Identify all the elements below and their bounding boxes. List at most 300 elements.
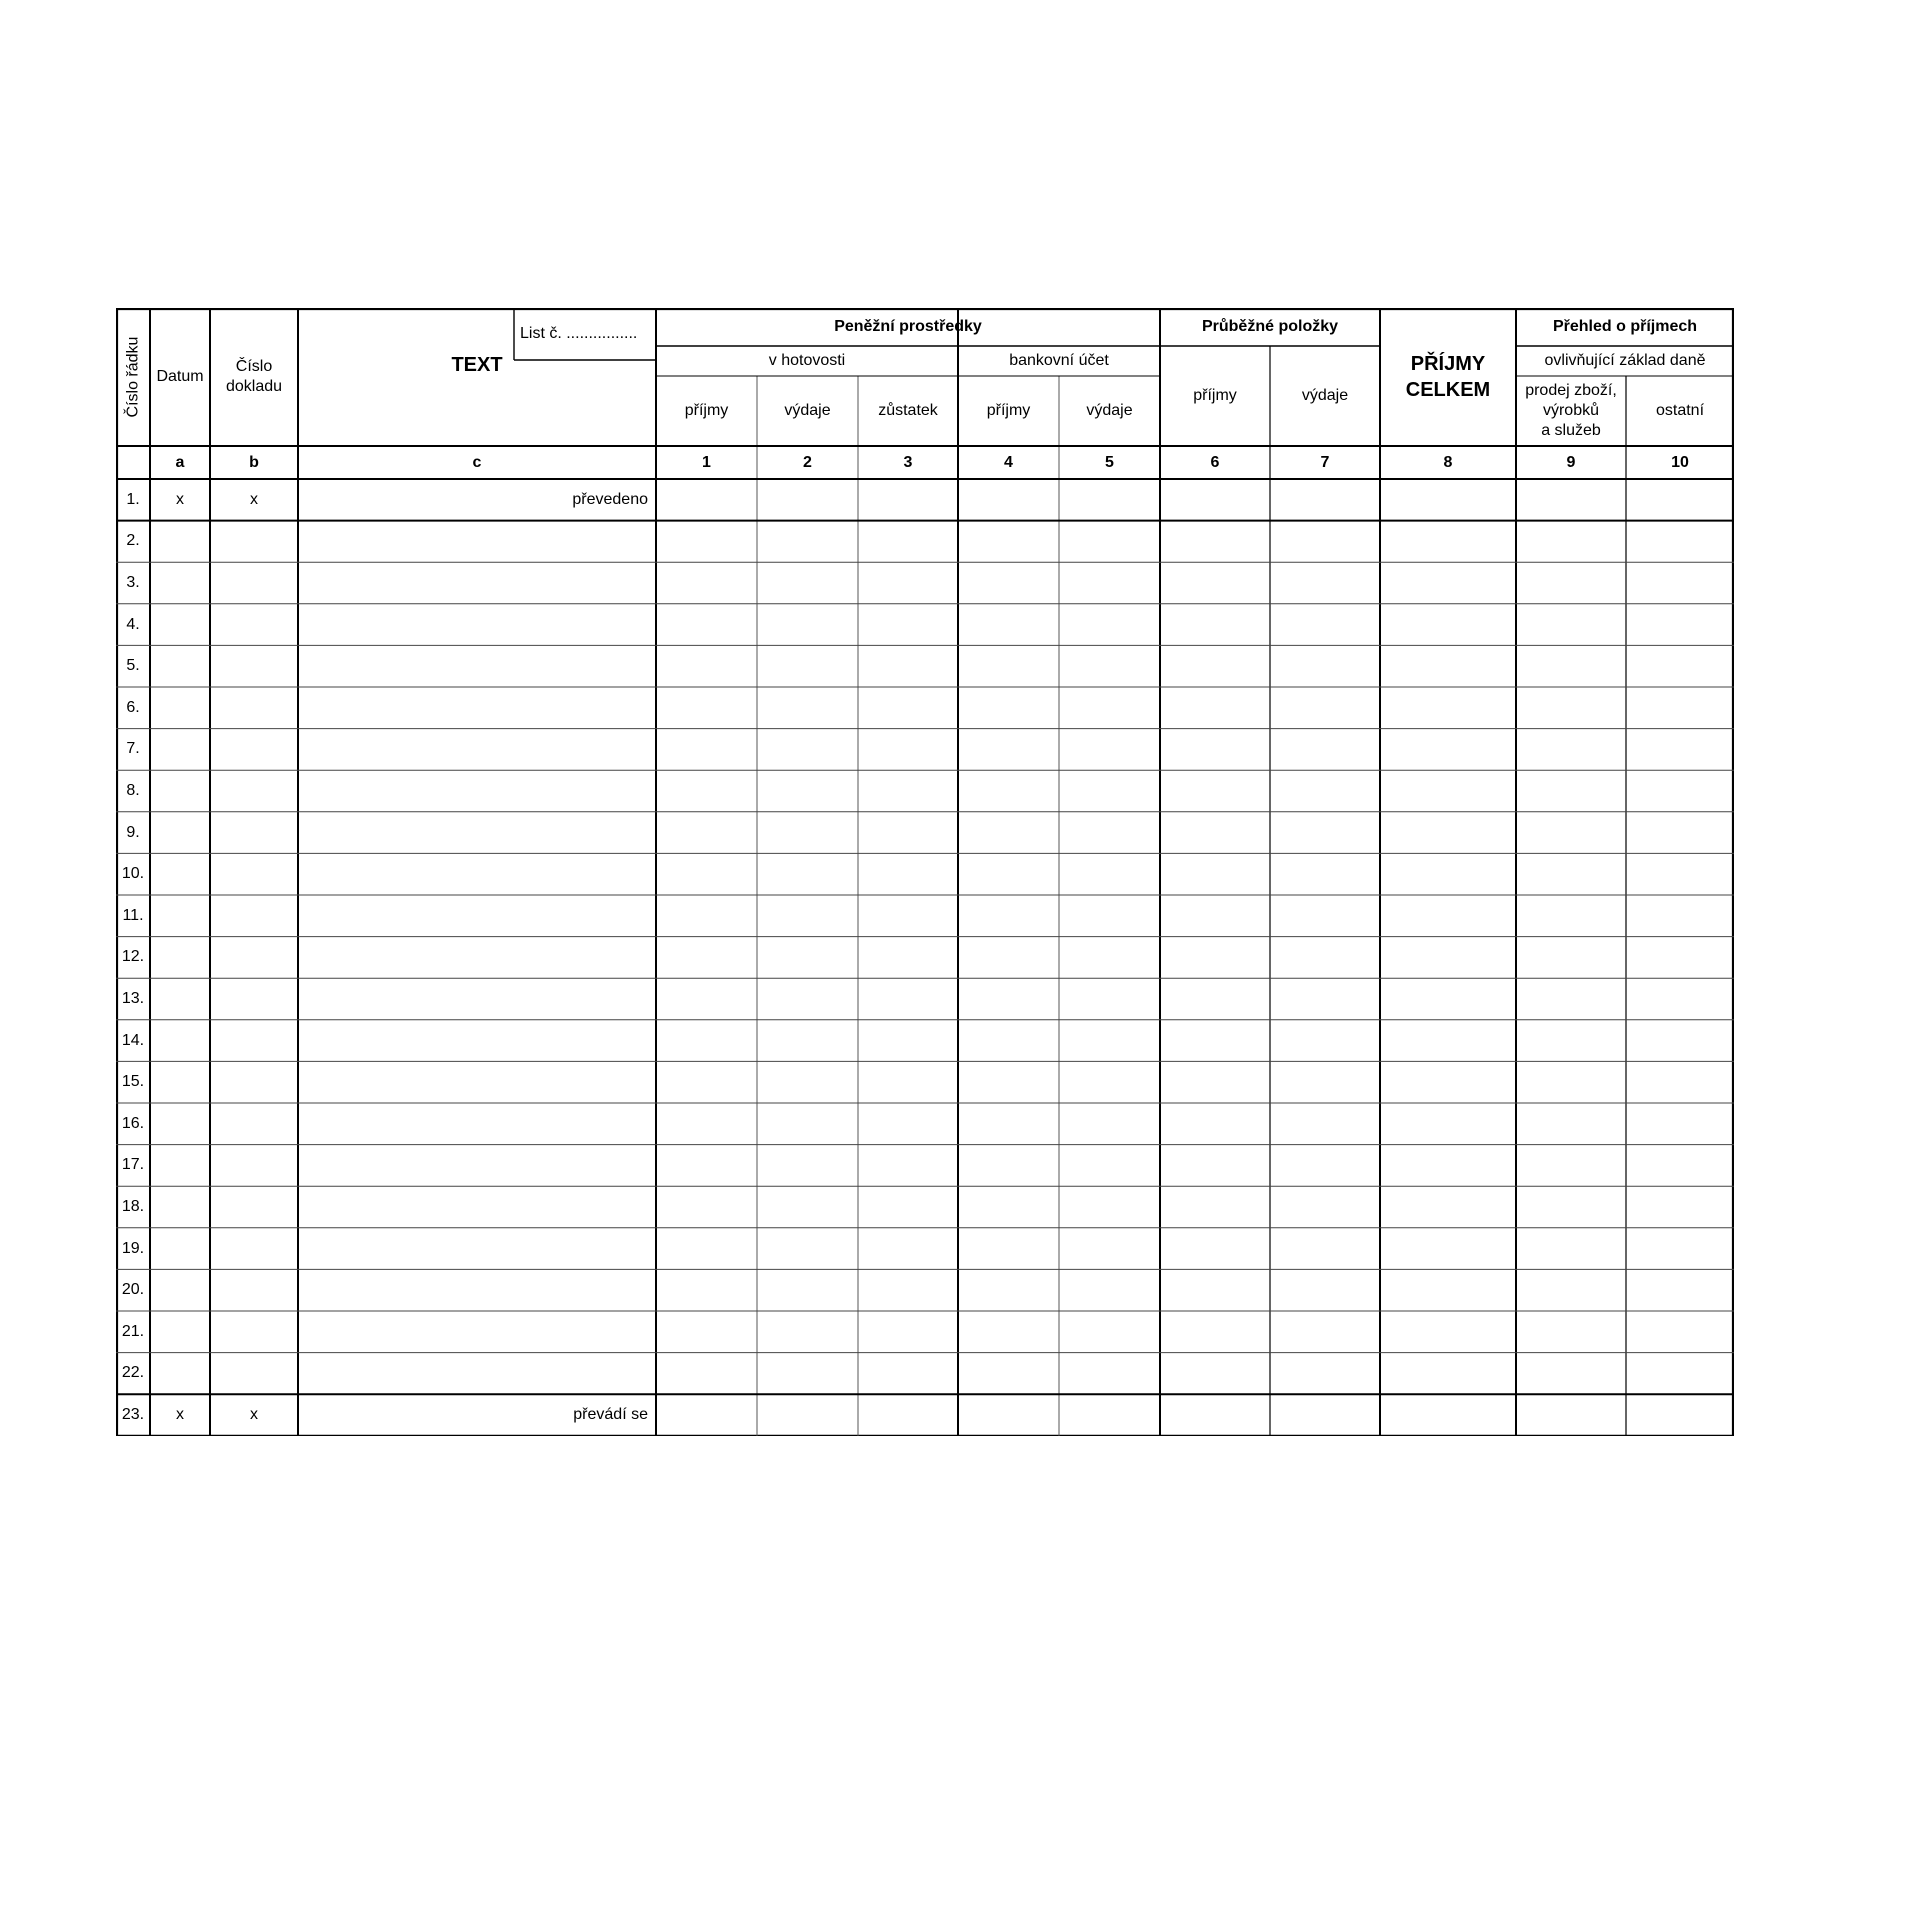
amount-cell[interactable] <box>757 1145 858 1187</box>
amount-cell[interactable] <box>1059 1186 1160 1228</box>
amount-cell[interactable] <box>1626 1020 1734 1062</box>
amount-cell[interactable] <box>858 1061 958 1103</box>
amount-cell[interactable] <box>656 1311 757 1353</box>
amount-cell[interactable] <box>1270 1145 1380 1187</box>
amount-cell[interactable] <box>1160 1269 1270 1311</box>
amount-cell[interactable] <box>1626 687 1734 729</box>
amount-cell[interactable] <box>958 895 1059 937</box>
amount-cell[interactable] <box>1626 937 1734 979</box>
amount-cell[interactable] <box>958 1145 1059 1187</box>
document-number-cell[interactable] <box>210 1186 298 1228</box>
amount-cell[interactable] <box>757 853 858 895</box>
amount-cell[interactable] <box>1380 645 1516 687</box>
date-cell[interactable] <box>150 1228 210 1270</box>
document-number-cell[interactable] <box>210 521 298 563</box>
text-cell[interactable] <box>298 687 656 729</box>
amount-cell[interactable] <box>1516 812 1626 854</box>
amount-cell[interactable] <box>1380 479 1516 521</box>
amount-cell[interactable] <box>1380 937 1516 979</box>
amount-cell[interactable] <box>1270 1103 1380 1145</box>
text-cell[interactable] <box>298 937 656 979</box>
amount-cell[interactable] <box>858 1145 958 1187</box>
amount-cell[interactable] <box>1516 1103 1626 1145</box>
amount-cell[interactable] <box>1380 1145 1516 1187</box>
amount-cell[interactable] <box>1516 479 1626 521</box>
text-cell[interactable] <box>298 853 656 895</box>
amount-cell[interactable] <box>1270 978 1380 1020</box>
date-cell[interactable] <box>150 1311 210 1353</box>
date-cell[interactable] <box>150 1353 210 1395</box>
amount-cell[interactable] <box>1059 853 1160 895</box>
document-number-cell[interactable] <box>210 1311 298 1353</box>
text-cell[interactable] <box>298 1145 656 1187</box>
amount-cell[interactable] <box>1380 1228 1516 1270</box>
amount-cell[interactable] <box>858 521 958 563</box>
amount-cell[interactable] <box>1380 729 1516 771</box>
amount-cell[interactable] <box>757 604 858 646</box>
amount-cell[interactable] <box>1516 645 1626 687</box>
amount-cell[interactable] <box>1516 1061 1626 1103</box>
text-cell[interactable] <box>298 604 656 646</box>
amount-cell[interactable] <box>958 1394 1059 1436</box>
amount-cell[interactable] <box>1626 853 1734 895</box>
amount-cell[interactable] <box>1626 1311 1734 1353</box>
amount-cell[interactable] <box>1380 1186 1516 1228</box>
amount-cell[interactable] <box>1626 1228 1734 1270</box>
date-cell[interactable] <box>150 562 210 604</box>
amount-cell[interactable] <box>858 1269 958 1311</box>
amount-cell[interactable] <box>1160 729 1270 771</box>
amount-cell[interactable] <box>757 1269 858 1311</box>
document-number-cell[interactable] <box>210 1020 298 1062</box>
amount-cell[interactable] <box>1380 1103 1516 1145</box>
amount-cell[interactable] <box>1626 1353 1734 1395</box>
amount-cell[interactable] <box>958 1186 1059 1228</box>
amount-cell[interactable] <box>1270 1269 1380 1311</box>
amount-cell[interactable] <box>656 1228 757 1270</box>
text-cell[interactable] <box>298 1353 656 1395</box>
amount-cell[interactable] <box>1516 729 1626 771</box>
document-number-cell[interactable] <box>210 1353 298 1395</box>
amount-cell[interactable] <box>1516 853 1626 895</box>
amount-cell[interactable] <box>656 1061 757 1103</box>
text-cell[interactable] <box>298 1311 656 1353</box>
date-cell[interactable] <box>150 645 210 687</box>
amount-cell[interactable] <box>1270 895 1380 937</box>
amount-cell[interactable] <box>858 687 958 729</box>
amount-cell[interactable] <box>1380 1394 1516 1436</box>
text-cell[interactable] <box>298 1269 656 1311</box>
date-cell[interactable] <box>150 687 210 729</box>
amount-cell[interactable] <box>958 812 1059 854</box>
amount-cell[interactable] <box>958 937 1059 979</box>
amount-cell[interactable] <box>757 687 858 729</box>
amount-cell[interactable] <box>656 1394 757 1436</box>
amount-cell[interactable] <box>858 937 958 979</box>
date-cell[interactable]: x <box>176 1405 184 1423</box>
amount-cell[interactable] <box>1626 1186 1734 1228</box>
amount-cell[interactable] <box>958 1103 1059 1145</box>
amount-cell[interactable] <box>1059 479 1160 521</box>
amount-cell[interactable] <box>1160 1394 1270 1436</box>
amount-cell[interactable] <box>1160 978 1270 1020</box>
amount-cell[interactable] <box>1160 1145 1270 1187</box>
amount-cell[interactable] <box>1626 1269 1734 1311</box>
amount-cell[interactable] <box>1160 937 1270 979</box>
amount-cell[interactable] <box>1380 1020 1516 1062</box>
amount-cell[interactable] <box>1516 1020 1626 1062</box>
amount-cell[interactable] <box>757 1103 858 1145</box>
document-number-cell[interactable] <box>210 687 298 729</box>
amount-cell[interactable] <box>1516 937 1626 979</box>
amount-cell[interactable] <box>1516 1353 1626 1395</box>
amount-cell[interactable] <box>1059 604 1160 646</box>
text-cell[interactable] <box>298 1186 656 1228</box>
amount-cell[interactable] <box>1270 1353 1380 1395</box>
amount-cell[interactable] <box>958 521 1059 563</box>
amount-cell[interactable] <box>757 1186 858 1228</box>
date-cell[interactable]: x <box>176 490 184 508</box>
amount-cell[interactable] <box>1059 978 1160 1020</box>
amount-cell[interactable] <box>1626 812 1734 854</box>
amount-cell[interactable] <box>1626 978 1734 1020</box>
amount-cell[interactable] <box>858 645 958 687</box>
amount-cell[interactable] <box>1270 562 1380 604</box>
text-cell[interactable] <box>298 1061 656 1103</box>
amount-cell[interactable] <box>858 604 958 646</box>
amount-cell[interactable] <box>656 937 757 979</box>
amount-cell[interactable] <box>858 1311 958 1353</box>
amount-cell[interactable] <box>1516 521 1626 563</box>
date-cell[interactable] <box>150 729 210 771</box>
amount-cell[interactable] <box>1059 687 1160 729</box>
amount-cell[interactable] <box>1270 1394 1380 1436</box>
amount-cell[interactable] <box>1380 604 1516 646</box>
amount-cell[interactable] <box>1160 812 1270 854</box>
text-cell[interactable] <box>298 812 656 854</box>
amount-cell[interactable] <box>656 895 757 937</box>
amount-cell[interactable] <box>1059 1061 1160 1103</box>
amount-cell[interactable] <box>656 1269 757 1311</box>
amount-cell[interactable] <box>958 1353 1059 1395</box>
amount-cell[interactable] <box>858 1103 958 1145</box>
amount-cell[interactable] <box>1516 978 1626 1020</box>
amount-cell[interactable] <box>1380 1353 1516 1395</box>
document-number-cell[interactable] <box>210 1103 298 1145</box>
amount-cell[interactable] <box>1626 1061 1734 1103</box>
amount-cell[interactable] <box>1160 687 1270 729</box>
amount-cell[interactable] <box>1160 1103 1270 1145</box>
amount-cell[interactable] <box>757 729 858 771</box>
text-cell[interactable] <box>298 1020 656 1062</box>
amount-cell[interactable] <box>1380 812 1516 854</box>
text-cell[interactable] <box>298 562 656 604</box>
amount-cell[interactable] <box>1270 770 1380 812</box>
amount-cell[interactable] <box>1380 687 1516 729</box>
amount-cell[interactable] <box>1270 479 1380 521</box>
date-cell[interactable] <box>150 853 210 895</box>
document-number-cell[interactable] <box>210 978 298 1020</box>
amount-cell[interactable] <box>1380 895 1516 937</box>
amount-cell[interactable] <box>1059 1353 1160 1395</box>
amount-cell[interactable] <box>1270 1020 1380 1062</box>
amount-cell[interactable] <box>1516 1311 1626 1353</box>
amount-cell[interactable] <box>1380 562 1516 604</box>
date-cell[interactable] <box>150 812 210 854</box>
amount-cell[interactable] <box>1160 1311 1270 1353</box>
amount-cell[interactable] <box>858 1186 958 1228</box>
amount-cell[interactable] <box>1516 770 1626 812</box>
amount-cell[interactable] <box>1270 1061 1380 1103</box>
amount-cell[interactable] <box>757 562 858 604</box>
amount-cell[interactable] <box>1059 937 1160 979</box>
amount-cell[interactable] <box>656 1103 757 1145</box>
amount-cell[interactable] <box>656 1186 757 1228</box>
amount-cell[interactable] <box>858 1394 958 1436</box>
amount-cell[interactable] <box>1160 645 1270 687</box>
amount-cell[interactable] <box>958 479 1059 521</box>
amount-cell[interactable] <box>1059 729 1160 771</box>
amount-cell[interactable] <box>1160 479 1270 521</box>
amount-cell[interactable] <box>858 978 958 1020</box>
document-number-cell[interactable] <box>210 1061 298 1103</box>
amount-cell[interactable] <box>1059 812 1160 854</box>
date-cell[interactable] <box>150 1186 210 1228</box>
amount-cell[interactable] <box>1059 770 1160 812</box>
amount-cell[interactable] <box>1270 521 1380 563</box>
amount-cell[interactable] <box>858 770 958 812</box>
amount-cell[interactable] <box>1516 687 1626 729</box>
amount-cell[interactable] <box>656 729 757 771</box>
amount-cell[interactable] <box>1059 895 1160 937</box>
amount-cell[interactable] <box>1380 770 1516 812</box>
amount-cell[interactable] <box>1160 1020 1270 1062</box>
amount-cell[interactable] <box>1380 521 1516 563</box>
amount-cell[interactable] <box>656 645 757 687</box>
amount-cell[interactable] <box>958 1269 1059 1311</box>
text-cell[interactable] <box>298 645 656 687</box>
amount-cell[interactable] <box>1626 1103 1734 1145</box>
amount-cell[interactable] <box>1270 645 1380 687</box>
amount-cell[interactable] <box>1270 1311 1380 1353</box>
amount-cell[interactable] <box>1516 604 1626 646</box>
text-cell[interactable]: převedeno <box>572 490 648 508</box>
amount-cell[interactable] <box>958 770 1059 812</box>
text-cell[interactable] <box>298 770 656 812</box>
date-cell[interactable] <box>150 770 210 812</box>
amount-cell[interactable] <box>757 1228 858 1270</box>
text-cell[interactable] <box>298 521 656 563</box>
amount-cell[interactable] <box>757 1311 858 1353</box>
amount-cell[interactable] <box>1626 770 1734 812</box>
date-cell[interactable] <box>150 1061 210 1103</box>
amount-cell[interactable] <box>656 479 757 521</box>
amount-cell[interactable] <box>1059 1228 1160 1270</box>
amount-cell[interactable] <box>958 687 1059 729</box>
document-number-cell[interactable]: x <box>250 1405 258 1423</box>
amount-cell[interactable] <box>1626 479 1734 521</box>
amount-cell[interactable] <box>1059 645 1160 687</box>
amount-cell[interactable] <box>958 1020 1059 1062</box>
amount-cell[interactable] <box>958 1061 1059 1103</box>
document-number-cell[interactable] <box>210 645 298 687</box>
document-number-cell[interactable] <box>210 895 298 937</box>
amount-cell[interactable] <box>858 729 958 771</box>
date-cell[interactable] <box>150 937 210 979</box>
document-number-cell[interactable] <box>210 562 298 604</box>
document-number-cell[interactable] <box>210 937 298 979</box>
amount-cell[interactable] <box>757 937 858 979</box>
document-number-cell[interactable]: x <box>250 490 258 508</box>
amount-cell[interactable] <box>1516 562 1626 604</box>
text-cell[interactable] <box>298 1103 656 1145</box>
amount-cell[interactable] <box>757 645 858 687</box>
amount-cell[interactable] <box>757 1394 858 1436</box>
amount-cell[interactable] <box>1270 937 1380 979</box>
amount-cell[interactable] <box>858 895 958 937</box>
amount-cell[interactable] <box>958 729 1059 771</box>
amount-cell[interactable] <box>1270 604 1380 646</box>
amount-cell[interactable] <box>1380 1061 1516 1103</box>
amount-cell[interactable] <box>1270 729 1380 771</box>
amount-cell[interactable] <box>1626 1394 1734 1436</box>
amount-cell[interactable] <box>1270 853 1380 895</box>
amount-cell[interactable] <box>858 853 958 895</box>
document-number-cell[interactable] <box>210 770 298 812</box>
amount-cell[interactable] <box>958 1311 1059 1353</box>
amount-cell[interactable] <box>858 1353 958 1395</box>
document-number-cell[interactable] <box>210 853 298 895</box>
amount-cell[interactable] <box>1059 1103 1160 1145</box>
date-cell[interactable] <box>150 1145 210 1187</box>
amount-cell[interactable] <box>1380 1269 1516 1311</box>
amount-cell[interactable] <box>757 1353 858 1395</box>
amount-cell[interactable] <box>1160 770 1270 812</box>
amount-cell[interactable] <box>1626 521 1734 563</box>
amount-cell[interactable] <box>1160 604 1270 646</box>
amount-cell[interactable] <box>656 853 757 895</box>
amount-cell[interactable] <box>1380 1311 1516 1353</box>
amount-cell[interactable] <box>1516 1186 1626 1228</box>
amount-cell[interactable] <box>757 479 858 521</box>
amount-cell[interactable] <box>1059 521 1160 563</box>
document-number-cell[interactable] <box>210 1228 298 1270</box>
amount-cell[interactable] <box>1059 562 1160 604</box>
amount-cell[interactable] <box>1626 729 1734 771</box>
amount-cell[interactable] <box>1270 812 1380 854</box>
text-cell[interactable] <box>298 895 656 937</box>
amount-cell[interactable] <box>1516 1269 1626 1311</box>
row-number: 3. <box>126 573 140 591</box>
amount-cell[interactable] <box>656 604 757 646</box>
amount-cell[interactable] <box>656 562 757 604</box>
amount-cell[interactable] <box>1160 562 1270 604</box>
amount-cell[interactable] <box>1160 853 1270 895</box>
amount-cell[interactable] <box>656 978 757 1020</box>
amount-cell[interactable] <box>757 1061 858 1103</box>
amount-cell[interactable] <box>656 1145 757 1187</box>
amount-cell[interactable] <box>1059 1145 1160 1187</box>
text-cell[interactable] <box>298 978 656 1020</box>
text-cell[interactable] <box>298 1228 656 1270</box>
amount-cell[interactable] <box>1160 521 1270 563</box>
amount-cell[interactable] <box>1160 895 1270 937</box>
amount-cell[interactable] <box>1059 1020 1160 1062</box>
amount-cell[interactable] <box>1160 1186 1270 1228</box>
amount-cell[interactable] <box>1626 604 1734 646</box>
amount-cell[interactable] <box>958 978 1059 1020</box>
amount-cell[interactable] <box>958 645 1059 687</box>
document-number-cell[interactable] <box>210 1145 298 1187</box>
amount-cell[interactable] <box>1516 895 1626 937</box>
date-cell[interactable] <box>150 521 210 563</box>
amount-cell[interactable] <box>858 479 958 521</box>
amount-cell[interactable] <box>958 562 1059 604</box>
amount-cell[interactable] <box>1160 1061 1270 1103</box>
amount-cell[interactable] <box>858 562 958 604</box>
amount-cell[interactable] <box>757 1020 858 1062</box>
amount-cell[interactable] <box>958 1228 1059 1270</box>
text-cell[interactable]: převádí se <box>573 1405 648 1423</box>
amount-cell[interactable] <box>1626 1145 1734 1187</box>
amount-cell[interactable] <box>656 1020 757 1062</box>
date-cell[interactable] <box>150 978 210 1020</box>
amount-cell[interactable] <box>1059 1394 1160 1436</box>
amount-cell[interactable] <box>656 687 757 729</box>
document-number-cell[interactable] <box>210 604 298 646</box>
amount-cell[interactable] <box>1516 1228 1626 1270</box>
text-cell[interactable] <box>298 729 656 771</box>
date-cell[interactable] <box>150 1269 210 1311</box>
amount-cell[interactable] <box>1270 1186 1380 1228</box>
date-cell[interactable] <box>150 1020 210 1062</box>
amount-cell[interactable] <box>1059 1311 1160 1353</box>
amount-cell[interactable] <box>1626 645 1734 687</box>
amount-cell[interactable] <box>757 812 858 854</box>
amount-cell[interactable] <box>656 521 757 563</box>
amount-cell[interactable] <box>1516 1145 1626 1187</box>
amount-cell[interactable] <box>858 1228 958 1270</box>
amount-cell[interactable] <box>757 521 858 563</box>
amount-cell[interactable] <box>1626 562 1734 604</box>
date-cell[interactable] <box>150 1103 210 1145</box>
document-number-cell[interactable] <box>210 1269 298 1311</box>
document-number-cell[interactable] <box>210 729 298 771</box>
amount-cell[interactable] <box>656 770 757 812</box>
amount-cell[interactable] <box>1516 1394 1626 1436</box>
date-cell[interactable] <box>150 604 210 646</box>
amount-cell[interactable] <box>757 978 858 1020</box>
date-cell[interactable] <box>150 895 210 937</box>
amount-cell[interactable] <box>1160 1353 1270 1395</box>
amount-cell[interactable] <box>1160 1228 1270 1270</box>
amount-cell[interactable] <box>656 812 757 854</box>
amount-cell[interactable] <box>958 853 1059 895</box>
amount-cell[interactable] <box>1626 895 1734 937</box>
amount-cell[interactable] <box>1059 1269 1160 1311</box>
amount-cell[interactable] <box>858 812 958 854</box>
amount-cell[interactable] <box>757 770 858 812</box>
amount-cell[interactable] <box>757 895 858 937</box>
amount-cell[interactable] <box>858 1020 958 1062</box>
amount-cell[interactable] <box>1380 853 1516 895</box>
document-number-cell[interactable] <box>210 812 298 854</box>
amount-cell[interactable] <box>1270 1228 1380 1270</box>
amount-cell[interactable] <box>1380 978 1516 1020</box>
amount-cell[interactable] <box>958 604 1059 646</box>
amount-cell[interactable] <box>656 1353 757 1395</box>
amount-cell[interactable] <box>1270 687 1380 729</box>
